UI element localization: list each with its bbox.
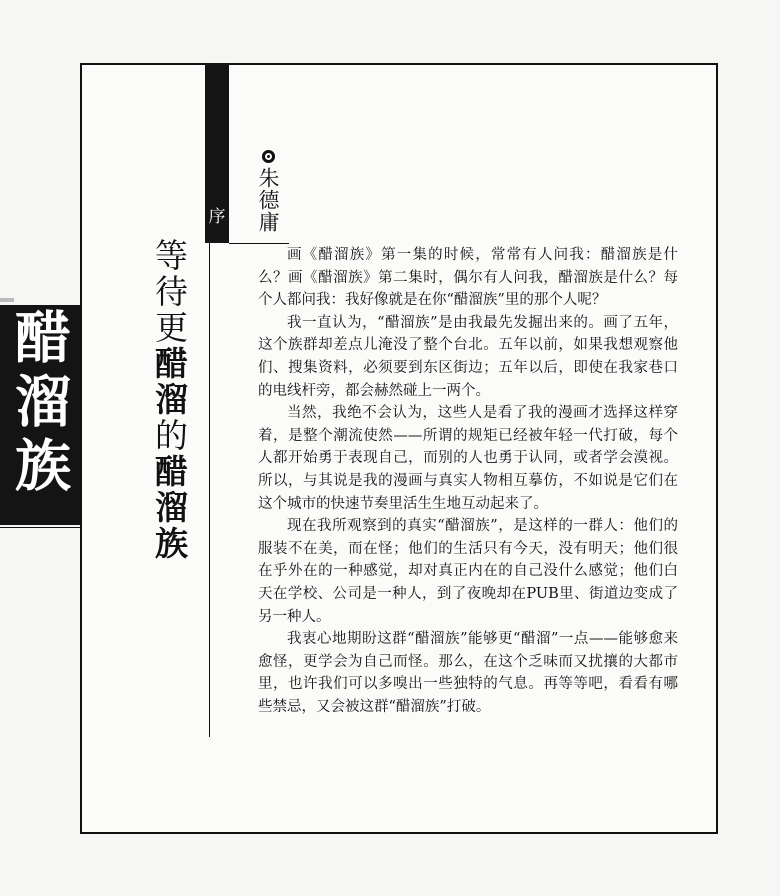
paragraph: 我一直认为，“醋溜族”是由我最先发掘出来的。画了五年，这个族群却差点儿淹没了整个台北。五年以前，如果我想观察他们、搜集资料，必须要到东区街边；五年以后，即使在我家巷口的电线杆旁，都会赫然碰上一两个。: [258, 314, 678, 399]
paragraph: 我衷心地期盼这群“醋溜族”能够更“醋溜”一点——能够愈来愈怪，更学会为自己而怪。那么，在这个乏味而又扰攘的大都市里，也许我们可以多嗅出一些独特的气息。再等等吧，看看有哪些禁忌，又会被这群“醋溜族”打破。: [258, 631, 678, 715]
paragraph: 现在我所观察到的真实“醋溜族”，是这样的一群人：他们的服装不在美，而在怪；他们的生活只有今天，没有明天；他们很在乎外在的一种感觉，却对真正内在的自己没什么感觉；他们白天在学校、公司是一种人，到了夜晚却在PUB里、街道边变成了另一种人。: [258, 518, 678, 625]
bullet-icon: [262, 150, 275, 163]
author-byline: [256, 150, 280, 233]
title-bold-1: 醋溜: [150, 346, 189, 418]
article-body: [258, 244, 678, 718]
title-bold-2: 醋溜族: [150, 454, 189, 562]
title-part-2: 的: [150, 418, 189, 454]
side-rule-top: [0, 298, 14, 302]
paragraph: 当然，我绝不会认为，这些人是看了我的漫画才选择这样穿着，是整个潮流使然——所谓的规矩已经被年轻一代打破，每个人都开始勇于表现自己，而别的人也勇于认同，或者学会漠视。所以，与其说是我的漫画与真实人物相互摹仿，不如说是它们在这个城市的快速节奏里活生生地互动起来了。: [258, 405, 678, 512]
article-title: [148, 238, 190, 562]
title-part-1: 等待更: [150, 238, 189, 346]
side-rule-bottom: [0, 527, 80, 528]
section-label: 序: [208, 207, 226, 227]
author-name: 朱德庸: [256, 167, 280, 233]
paragraph: 画《醋溜族》第一集的时候，常常有人问我：醋溜族是什么？画《醋溜族》第二集时，偶尔有人问我，醋溜族是什么？每个人都问我：我好像就是在你“醋溜族”里的那个人呢？: [258, 247, 678, 309]
sidebar-book-title: 醋溜族: [6, 308, 71, 500]
column-divider: [209, 243, 210, 737]
